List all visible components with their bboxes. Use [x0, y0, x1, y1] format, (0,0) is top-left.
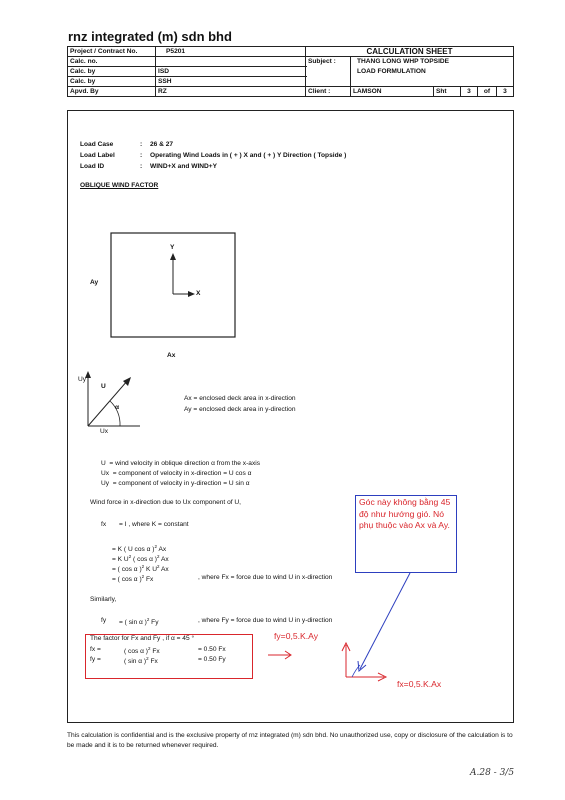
u-definition: U = wind velocity in oblique direction α from the x-axis — [101, 460, 261, 467]
client-label: Client : — [306, 87, 351, 97]
wind-force-text: Wind force in x-direction due to Ux component of U, — [90, 499, 241, 506]
x-arrowhead — [188, 291, 195, 297]
client-value: LAMSON — [351, 87, 434, 97]
fx-where: , where Fx = force due to wind U in x-direction — [198, 574, 333, 581]
apvd-label: Apvd. By — [68, 87, 156, 97]
uy-definition: Uy = component of velocity in y-direction = U sin α — [101, 480, 250, 487]
calc-by-label-2: Calc. by — [68, 77, 156, 87]
factor-fx-lhs: fx = — [90, 646, 101, 653]
apvd-value: RZ — [156, 87, 306, 97]
of-label: of — [478, 87, 497, 97]
section-title: OBLIQUE WIND FACTOR — [80, 182, 159, 189]
ax-definition: Ax = enclosed deck area in x-direction — [184, 395, 296, 402]
factor-title: The factor for Fx and Fy , if α = 45 ° — [90, 635, 195, 642]
step-4: = ( cos α )$^2$ Fx — [112, 574, 154, 584]
fy-annotation: fy=0,5.K.Ay — [274, 631, 319, 641]
calc-by-value-1: ISD — [156, 67, 306, 77]
handwritten-ref: A.28 - 3/5 — [470, 768, 515, 778]
factor-fy-value: = 0.50 Fy — [198, 656, 226, 663]
factor-fx-expr: ( cos α )$^2$ Fx — [124, 646, 160, 656]
calc-no-label: Calc. no. — [68, 57, 156, 67]
project-label: Project / Contract No. — [68, 47, 156, 57]
subject-line2: LOAD FORMULATION — [351, 67, 514, 77]
angle-note: Góc này không bằng 45 độ như hướng gió. Nó phụ thuộc vào Ax và Ay. — [355, 495, 457, 573]
u-label: U — [101, 383, 106, 390]
load-id-label: Load ID — [80, 163, 105, 170]
blue-pointer-arrow — [360, 573, 410, 669]
y-axis-label: Y — [170, 244, 175, 251]
header-table — [67, 46, 514, 97]
fx-eq: = I , where K = constant — [119, 521, 189, 528]
y-arrowhead — [170, 253, 176, 260]
fx-annotation: fx=0,5.K.Ax — [397, 679, 442, 689]
fx-lhs: fx — [101, 521, 107, 528]
factor-fx-value: = 0.50 Fx — [198, 646, 226, 653]
of-value: 3 — [497, 87, 514, 97]
x-axis-label: X — [196, 290, 201, 297]
step-1: = K ( U cos α )$^2$ Ax — [112, 544, 167, 554]
calc-by-value-2: SSH — [156, 77, 306, 87]
load-label-label: Load Label — [80, 152, 115, 159]
sheet-title: CALCULATION SHEET — [306, 47, 514, 57]
fy-expr: = ( sin α )$^2$ Fy — [119, 617, 159, 627]
similarly-text: Similarly, — [90, 596, 117, 603]
subject-line1: THANG LONG WHP TOPSIDE — [351, 57, 514, 67]
fy-lhs: fy — [101, 617, 107, 624]
load-id-value: WIND+X and WIND+Y — [150, 163, 218, 170]
project-value: P5201 — [156, 47, 306, 57]
uy-label: Uy — [78, 376, 87, 383]
calc-by-label-1: Calc. by — [68, 67, 156, 77]
fy-where: , where Fy = force due to wind U in y-direction — [198, 617, 333, 624]
deck-plan-diagram — [110, 232, 240, 342]
u-vector — [88, 380, 128, 426]
step-3: = ( cos α )$^2$ K $U^2$ Ax — [112, 564, 169, 574]
confidentiality-footer: This calculation is confidential and is the exclusive property of rnz integrated (m) sdn bhd. No unauthorized use, copy or disclosure of the calculation is to be made and it is to be returned whenever required. — [67, 732, 513, 749]
factor-fy-lhs: fy = — [90, 656, 101, 663]
ux-definition: Ux = component of velocity in x-direction = U cos α — [101, 470, 252, 477]
ay-definition: Ay = enclosed deck area in y-direction — [184, 406, 296, 413]
sht-value: 3 — [461, 87, 478, 97]
load-case-label: Load Case — [80, 141, 114, 148]
load-case-value: 26 & 27 — [150, 141, 174, 148]
factor-fy-expr: ( sin α )$^2$ Fx — [124, 656, 158, 666]
sht-label: Sht — [434, 87, 461, 97]
velocity-diagram — [80, 368, 155, 430]
step-2: = K $U^2$ ( cos α )$^2$ Ax — [112, 554, 169, 564]
ux-label: Ux — [100, 428, 109, 435]
ay-label: Ay — [90, 279, 99, 286]
ax-label: Ax — [167, 352, 176, 359]
annotation-arrows — [260, 565, 430, 685]
company-name: rnz integrated (m) sdn bhd — [68, 29, 232, 44]
load-label-value: Operating Wind Loads in ( + ) X and ( + ) Y Direction ( Topside ) — [150, 152, 347, 159]
subject-label: Subject : — [306, 57, 351, 67]
alpha-label: α — [115, 404, 120, 411]
